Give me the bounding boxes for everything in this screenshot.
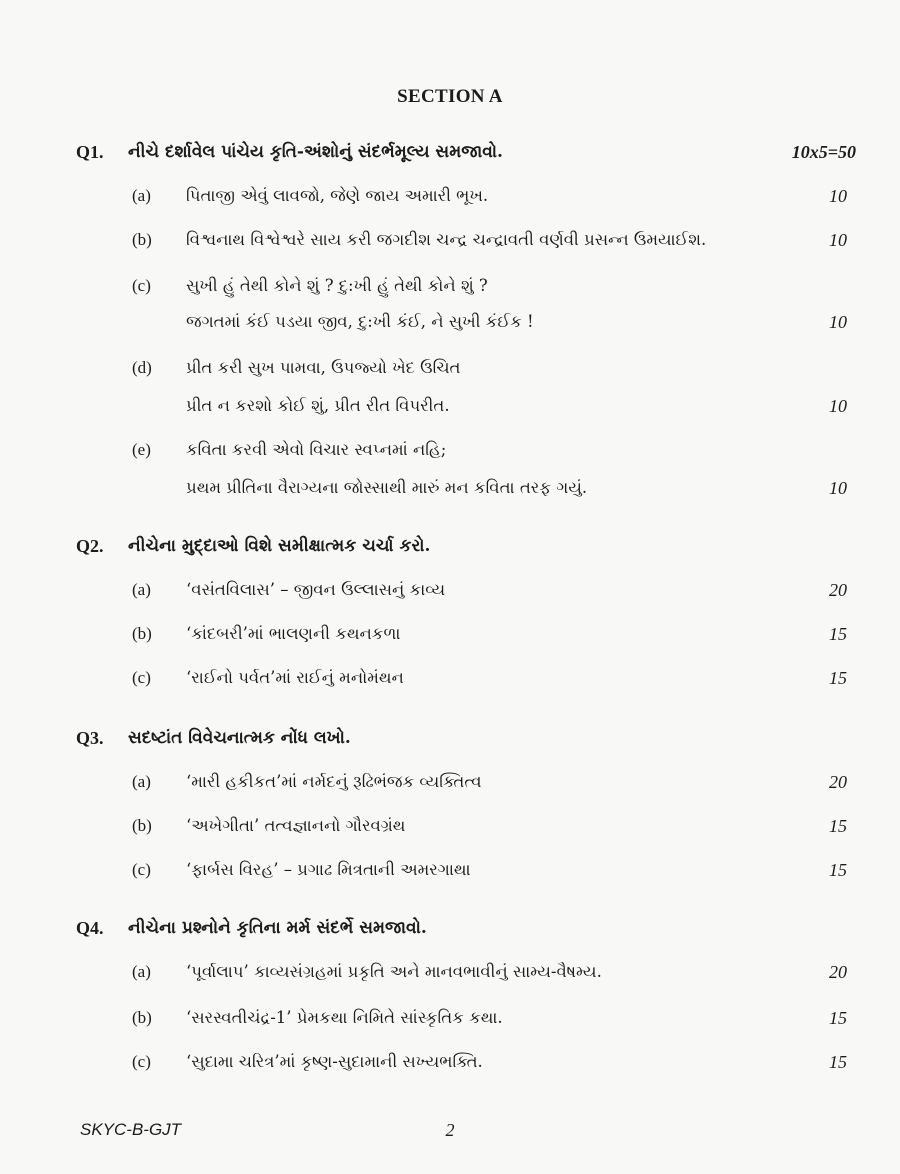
item-text: ‘મારી હકીકત’માં નર્મદનું રૂઢિભંજક વ્યક્તિત્વ [186, 772, 482, 791]
item-marks: 10 [829, 396, 847, 416]
item-marks: 20 [829, 962, 847, 982]
section-title: SECTION A [397, 86, 503, 107]
item-text: પિતાજી એવું લાવજો, જેણે જાય અમારી ભૂખ. [186, 186, 489, 205]
item-label: (a) [132, 580, 151, 599]
item-text-line-2: જગતમાં કંઈ પડયા જીવ, દુ:ખી કંઈ, ને સુખી કંઈક ! [186, 312, 534, 331]
question-text: નીચેના મુદ્દાઓ વિશે સમીક્ષાત્મક ચર્ચા કરો. [128, 536, 431, 556]
question-marks: 10x5=50 [791, 142, 856, 162]
item-marks: 15 [829, 668, 847, 688]
item-label: (e) [132, 440, 151, 459]
item-text-line-1: સુખી હું તેથી કોને શું ? દુ:ખી હું તેથી કોને શું ? [186, 276, 488, 295]
question-text: નીચેના પ્રશ્નોને કૃતિના મર્મ સંદર્ભે સમજાવો. [128, 918, 427, 938]
page-number: 2 [445, 1120, 455, 1140]
item-text-line-2: પ્રીત ન કરશો કોઈ શું, પ્રીત રીત વિપરીત. [186, 396, 450, 415]
item-marks: 15 [829, 860, 847, 880]
item-marks: 15 [829, 1052, 847, 1072]
item-label: (c) [132, 860, 151, 879]
item-label: (c) [132, 276, 151, 295]
item-label: (b) [132, 1008, 152, 1027]
item-label: (a) [132, 772, 151, 791]
item-text: ‘ફાર્બસ વિરહ’ – પ્રગાઢ મિત્રતાની અમરગાથા [186, 860, 471, 879]
item-marks: 10 [829, 230, 847, 250]
question-text: નીચે દર્શાવેલ પાંચેય કૃતિ-અંશોનું સંદર્ભમૂલ્ય સમજાવો. [128, 142, 503, 162]
item-marks: 10 [829, 186, 847, 206]
question-number: Q1. [76, 142, 104, 162]
item-label: (a) [132, 962, 151, 981]
item-label: (a) [132, 186, 151, 205]
item-text: ‘સરસ્વતીચંદ્ર-1’ પ્રેમકથા નિમિતે સાંસ્કૃતિક કથા. [186, 1008, 503, 1027]
question-number: Q2. [76, 536, 104, 556]
item-text: વિશ્વનાથ વિશ્વેશ્વરે સાય કરી જગદીશ ચન્દ્ર ચન્દ્રાવતી વર્ણવી પ્રસન્ન ઉમયાઈશ. [186, 230, 707, 249]
item-label: (b) [132, 816, 152, 835]
item-label: (b) [132, 230, 152, 249]
item-text: ‘પૂર્વાલાપ’ કાવ્યસંગ્રહમાં પ્રકૃતિ અને માનવભાવીનું સામ્ય-વૈષમ્ય. [186, 962, 602, 981]
item-marks: 15 [829, 624, 847, 644]
item-text: ‘અખેગીતા’ તત્વજ્ઞાનનો ગૌરવગ્રંથ [186, 816, 406, 835]
item-label: (b) [132, 624, 152, 643]
item-marks: 15 [829, 816, 847, 836]
paper-code: SKYC-B-GJT [80, 1120, 182, 1139]
item-marks: 10 [829, 478, 847, 498]
item-label: (d) [132, 358, 152, 377]
item-marks: 20 [829, 580, 847, 600]
item-marks: 15 [829, 1008, 847, 1028]
item-marks: 20 [829, 772, 847, 792]
item-text-line-2: પ્રથમ પ્રીતિના વૈરાગ્યના જોસ્સાથી મારું મન કવિતા તરફ ગયું. [186, 478, 588, 497]
item-text: ‘રાઈનો પર્વત’માં રાઈનું મનોમંથન [186, 668, 404, 687]
question-number: Q4. [76, 918, 104, 938]
question-text: સદષ્ટાંત વિવેચનાત્મક નોંધ લખો. [128, 728, 351, 748]
item-text: ‘વસંતવિલાસ’ – જીવન ઉલ્લાસનું કાવ્ય [186, 580, 446, 599]
item-label: (c) [132, 1052, 151, 1071]
question-number: Q3. [76, 728, 104, 748]
item-marks: 10 [829, 312, 847, 332]
item-text: ‘સુદામા ચરિત્ર’માં કૃષ્ણ-સુદામાની સખ્યભક્તિ. [186, 1052, 483, 1071]
item-text: ‘કાંદબરી’માં ભાલણની કથનકળા [186, 624, 401, 643]
item-text-line-1: પ્રીત કરી સુખ પામવા, ઉપજ્યો ખેદ ઉચિત [186, 358, 461, 377]
item-label: (c) [132, 668, 151, 687]
item-text-line-1: કવિતા કરવી એવો વિચાર સ્વપ્નમાં નહિ; [186, 440, 447, 459]
